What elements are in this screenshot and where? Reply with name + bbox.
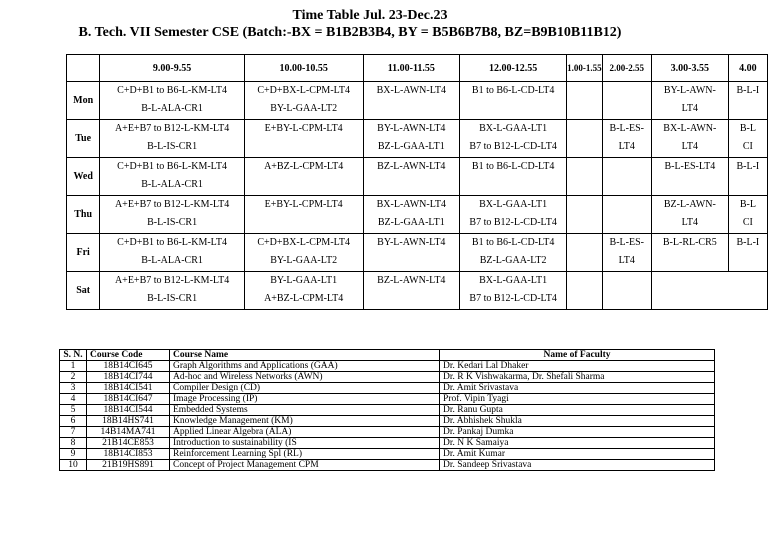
cell-line: B1 to B6-L-CD-LT4: [471, 237, 555, 248]
timetable-cell: [363, 158, 460, 196]
timetable-row: [67, 82, 768, 120]
cell-line: [729, 176, 767, 194]
course-row: [60, 460, 715, 471]
course-row: [60, 416, 715, 427]
timetable-cell: [567, 120, 603, 158]
timetable-header-row: [67, 55, 768, 82]
slot-header: 2.00-2.55: [602, 55, 651, 82]
cell-line: B1 to B6-L-CD-LT4: [471, 85, 555, 96]
timetable-cell: [460, 82, 567, 120]
course-sn: 5: [60, 405, 87, 416]
cell-line: [603, 176, 651, 194]
course-faculty: Dr. Abhishek Shukla: [440, 416, 715, 427]
cell-line: LT4: [681, 103, 698, 114]
slot-header: 12.00-12.55: [460, 55, 567, 82]
cell-line: [567, 214, 602, 232]
course-code: 18B14CI744: [87, 372, 170, 383]
day-label: Wed: [67, 158, 100, 196]
cell-line: B-L-I: [736, 85, 760, 96]
cell-line: CI: [742, 217, 753, 228]
course-faculty: Dr. Pankaj Dumka: [440, 427, 715, 438]
cell-line: E+BY-L-CPM-LT4: [264, 199, 343, 210]
timetable-cell: [244, 234, 363, 272]
timetable-row: [67, 272, 768, 310]
page-subtitle: B. Tech. VII Semester CSE (Batch:-BX = B1B2B3B4, BY = B5B6B7B8, BZ=B9B10B11B12): [78, 25, 622, 40]
cell-line: [567, 100, 602, 118]
cell-line: [652, 252, 728, 270]
timetable-cell: [460, 120, 567, 158]
timetable-cell: [460, 272, 567, 310]
cell-line: [567, 120, 602, 138]
timetable-cell: [460, 234, 567, 272]
course-sn: 4: [60, 394, 87, 405]
slot-header: 9.00-9.55: [100, 55, 244, 82]
slot-header: 4.00: [728, 55, 767, 82]
timetable-row: [67, 234, 768, 272]
course-sn: 6: [60, 416, 87, 427]
course-table: [59, 349, 715, 471]
cell-line: LT4: [681, 217, 698, 228]
course-name: Image Processing (IP): [170, 394, 440, 405]
cell-line: B-L-RL-CR5: [662, 237, 717, 248]
course-row: [60, 427, 715, 438]
course-name: Embedded Systems: [170, 405, 440, 416]
slot-header: 1.00-1.55: [567, 55, 603, 82]
cell-line: LT4: [681, 141, 698, 152]
timetable-cell: [651, 158, 728, 196]
cell-line: [567, 196, 602, 214]
cell-line: A+E+B7 to B12-L-KM-LT4: [114, 123, 230, 134]
course-row: [60, 405, 715, 416]
cell-line: [603, 214, 651, 232]
day-label: Tue: [67, 120, 100, 158]
day-label: Fri: [67, 234, 100, 272]
cell-line: [245, 138, 363, 156]
course-row: [60, 449, 715, 460]
cell-line: [603, 82, 651, 100]
corner-cell: [67, 55, 100, 82]
cell-line: [729, 252, 767, 270]
cell-line: B-L-ES-: [609, 123, 644, 134]
slot-header: 11.00-11.55: [363, 55, 460, 82]
course-name: Reinforcement Learning Spl (RL): [170, 449, 440, 460]
cell-line: BZ-L-GAA-LT2: [479, 255, 547, 266]
timetable-cell: [651, 234, 728, 272]
course-header-row: [60, 350, 715, 361]
cell-line: BZ-L-AWN-LT4: [377, 161, 446, 172]
timetable-cell: [728, 158, 767, 196]
cell-line: [567, 82, 602, 100]
timetable-cell: [363, 120, 460, 158]
timetable-cell: [244, 120, 363, 158]
cell-line: B-L-I: [736, 161, 760, 172]
timetable-cell: [602, 158, 651, 196]
course-faculty: Dr. Ranu Gupta: [440, 405, 715, 416]
course-code: 18B14HS741: [87, 416, 170, 427]
cell-line: BZ-L-AWN-LT4: [377, 275, 446, 286]
cell-line: B-L-IS-CR1: [147, 217, 198, 228]
timetable-cell: [244, 82, 363, 120]
cell-line: BY-L-AWN-LT4: [377, 123, 446, 134]
course-row: [60, 383, 715, 394]
cell-line: BX-L-AWN-LT4: [376, 199, 446, 210]
cell-line: LT4: [618, 255, 635, 266]
timetable-cell: [602, 82, 651, 120]
cell-line: [567, 158, 602, 176]
cell-line: BY-L-GAA-LT2: [270, 103, 338, 114]
course-name: Graph Algorithms and Applications (GAA): [170, 361, 440, 372]
cell-line: BX-L-AWN-: [663, 123, 717, 134]
course-sn: 9: [60, 449, 87, 460]
cell-line: B-L-IS-CR1: [147, 293, 198, 304]
timetable: [66, 54, 768, 310]
cell-line: BY-L-GAA-LT2: [270, 255, 338, 266]
cell-line: BX-L-GAA-LT1: [479, 275, 548, 286]
timetable-cell: [602, 120, 651, 158]
course-row: [60, 394, 715, 405]
course-header-code: Course Code: [87, 350, 170, 361]
timetable-cell: [244, 196, 363, 234]
cell-line: [567, 252, 602, 270]
course-row: [60, 372, 715, 383]
timetable-cell: [100, 196, 244, 234]
cell-line: [567, 290, 602, 308]
day-label: Mon: [67, 82, 100, 120]
course-name: Ad-hoc and Wireless Networks (AWN): [170, 372, 440, 383]
cell-line: C+D+B1 to B6-L-KM-LT4: [117, 161, 227, 172]
cell-line: [364, 290, 460, 308]
cell-line: B-L-ALA-CR1: [141, 179, 203, 190]
course-code: 18B14CI544: [87, 405, 170, 416]
timetable-cell: [567, 82, 603, 120]
cell-line: BY-L-AWN-LT4: [377, 237, 446, 248]
cell-line: [729, 100, 767, 118]
course-name: Concept of Project Management CPM: [170, 460, 440, 471]
cell-line: B-L-ES-LT4: [664, 161, 716, 172]
cell-line: [652, 176, 728, 194]
cell-line: [245, 176, 363, 194]
timetable-cell: [100, 120, 244, 158]
course-faculty: Prof. Vipin Tyagi: [440, 394, 715, 405]
cell-line: BZ-L-GAA-LT1: [377, 217, 445, 228]
cell-line: BX-L-GAA-LT1: [479, 199, 548, 210]
timetable-cell: [363, 196, 460, 234]
timetable-cell: [460, 158, 567, 196]
course-sn: 1: [60, 361, 87, 372]
timetable-cell: [100, 272, 244, 310]
timetable-cell: [460, 196, 567, 234]
timetable-cell: [602, 272, 651, 310]
course-name: Introduction to sustainability (IS: [170, 438, 440, 449]
cell-line: B7 to B12-L-CD-LT4: [469, 293, 557, 304]
cell-line: [603, 100, 651, 118]
timetable-row: [67, 196, 768, 234]
cell-line: B-L: [739, 199, 756, 210]
course-code: 18B14CI853: [87, 449, 170, 460]
cell-line: BZ-L-AWN-: [663, 199, 716, 210]
cell-line: [603, 272, 651, 290]
timetable-cell: [567, 272, 603, 310]
cell-line: [567, 176, 602, 194]
course-faculty: Dr. R K Vishwakarma, Dr. Shefali Sharma: [440, 372, 715, 383]
day-label: Thu: [67, 196, 100, 234]
timetable-row: [67, 158, 768, 196]
course-faculty: Dr. Sandeep Srivastava: [440, 460, 715, 471]
cell-line: BZ-L-GAA-LT1: [377, 141, 445, 152]
timetable-cell: [567, 158, 603, 196]
timetable-cell: [728, 234, 767, 272]
course-header-sn: S. N.: [60, 350, 87, 361]
cell-line: B1 to B6-L-CD-LT4: [471, 161, 555, 172]
cell-line: [603, 290, 651, 308]
timetable-cell: [728, 196, 767, 234]
cell-line: B7 to B12-L-CD-LT4: [469, 217, 557, 228]
course-sn: 2: [60, 372, 87, 383]
timetable-cell: [244, 158, 363, 196]
course-sn: 7: [60, 427, 87, 438]
timetable-cell: [363, 272, 460, 310]
timetable-cell: [363, 234, 460, 272]
cell-line: [245, 214, 363, 232]
timetable-cell: [651, 82, 728, 120]
cell-line: BX-L-GAA-LT1: [479, 123, 548, 134]
cell-line: C+D+B1 to B6-L-KM-LT4: [117, 85, 227, 96]
cell-line: B-L-IS-CR1: [147, 141, 198, 152]
timetable-row: [67, 120, 768, 158]
course-faculty: Dr. Amit Srivastava: [440, 383, 715, 394]
course-header-faculty: Name of Faculty: [440, 350, 715, 361]
timetable-cell: [728, 82, 767, 120]
timetable-cell: [567, 196, 603, 234]
cell-line: A+E+B7 to B12-L-KM-LT4: [114, 199, 230, 210]
cell-line: [567, 272, 602, 290]
timetable-cell: [100, 158, 244, 196]
timetable-cell: [567, 234, 603, 272]
course-sn: 10: [60, 460, 87, 471]
course-code: 14B14MA741: [87, 427, 170, 438]
course-code: 18B14CI541: [87, 383, 170, 394]
timetable-cell: [100, 234, 244, 272]
course-code: 18B14CI645: [87, 361, 170, 372]
course-row: [60, 361, 715, 372]
timetable-cell: [100, 82, 244, 120]
course-name: Knowledge Management (KM): [170, 416, 440, 427]
cell-line: B-L-I: [736, 237, 760, 248]
timetable-empty-cell: [651, 272, 767, 310]
cell-line: B-L-ALA-CR1: [141, 103, 203, 114]
timetable-cell: [602, 196, 651, 234]
cell-line: [603, 158, 651, 176]
day-label: Sat: [67, 272, 100, 310]
cell-line: BY-L-GAA-LT1: [270, 275, 338, 286]
cell-line: B7 to B12-L-CD-LT4: [469, 141, 557, 152]
timetable-cell: [602, 234, 651, 272]
timetable-cell: [363, 82, 460, 120]
course-code: 18B14CI647: [87, 394, 170, 405]
cell-line: [567, 234, 602, 252]
slot-header: 10.00-10.55: [244, 55, 363, 82]
timetable-cell: [651, 196, 728, 234]
course-name: Compiler Design (CD): [170, 383, 440, 394]
cell-line: B-L-ALA-CR1: [141, 255, 203, 266]
course-sn: 3: [60, 383, 87, 394]
page-title: Time Table Jul. 23-Dec.23: [292, 8, 448, 23]
cell-line: C+D+BX-L-CPM-LT4: [257, 237, 350, 248]
cell-line: B-L-ES-: [609, 237, 644, 248]
course-faculty: Dr. N K Samaiya: [440, 438, 715, 449]
course-code: 21B14CE853: [87, 438, 170, 449]
course-faculty: Dr. Amit Kumar: [440, 449, 715, 460]
cell-line: [460, 176, 566, 194]
cell-line: E+BY-L-CPM-LT4: [264, 123, 343, 134]
course-name: Applied Linear Algebra (ALA): [170, 427, 440, 438]
cell-line: LT4: [618, 141, 635, 152]
timetable-cell: [728, 120, 767, 158]
cell-line: A+E+B7 to B12-L-KM-LT4: [114, 275, 230, 286]
slot-header: 3.00-3.55: [651, 55, 728, 82]
cell-line: [364, 100, 460, 118]
course-code: 21B19HS891: [87, 460, 170, 471]
course-faculty: Dr. Kedari Lal Dhaker: [440, 361, 715, 372]
cell-line: C+D+BX-L-CPM-LT4: [257, 85, 350, 96]
timetable-cell: [244, 272, 363, 310]
cell-line: [364, 252, 460, 270]
cell-line: [364, 176, 460, 194]
cell-line: CI: [742, 141, 753, 152]
cell-line: [460, 100, 566, 118]
cell-line: A+BZ-L-CPM-LT4: [264, 293, 344, 304]
cell-line: [567, 138, 602, 156]
cell-line: A+BZ-L-CPM-LT4: [264, 161, 344, 172]
course-row: [60, 438, 715, 449]
cell-line: B-L: [739, 123, 756, 134]
cell-line: C+D+B1 to B6-L-KM-LT4: [117, 237, 227, 248]
cell-line: BY-L-AWN-: [663, 85, 716, 96]
timetable-cell: [651, 120, 728, 158]
course-header-name: Course Name: [170, 350, 440, 361]
course-sn: 8: [60, 438, 87, 449]
cell-line: [603, 196, 651, 214]
cell-line: BX-L-AWN-LT4: [376, 85, 446, 96]
